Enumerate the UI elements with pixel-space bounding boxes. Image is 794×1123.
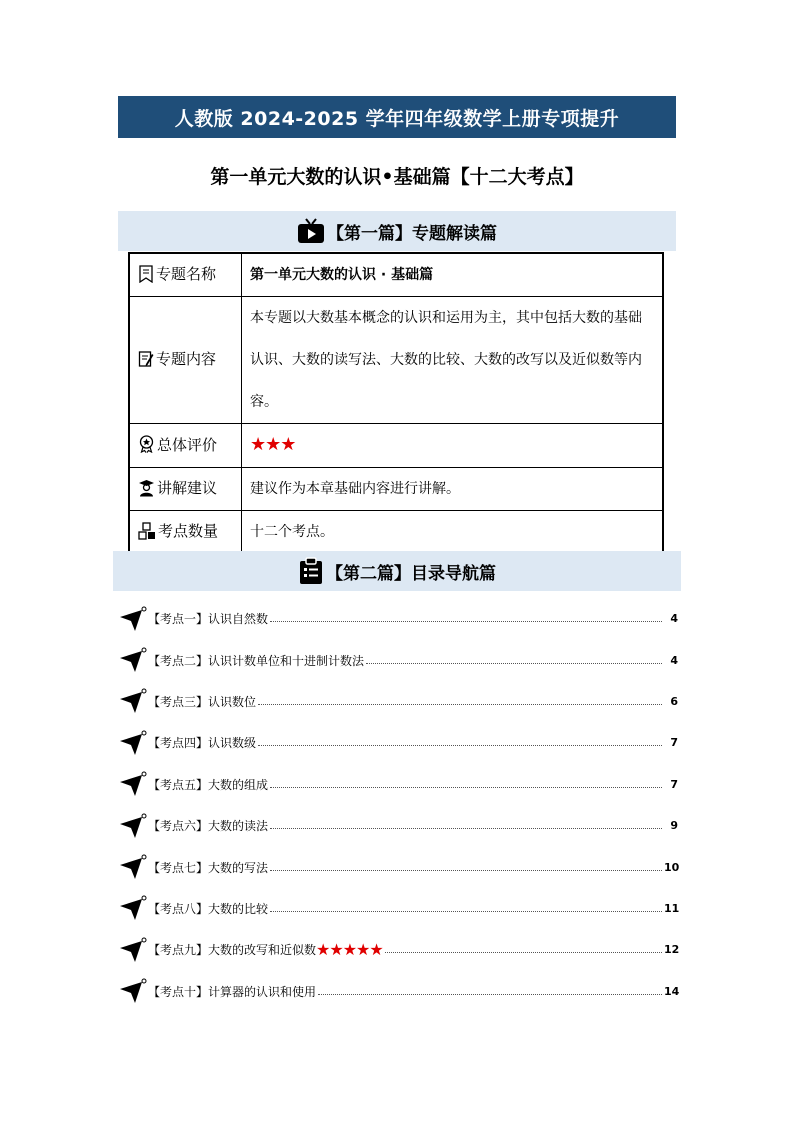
toc-leader: [385, 952, 662, 953]
navigation-arrow-icon: [118, 813, 148, 839]
toc-item[interactable]: [118, 971, 678, 1012]
row-value: 十二个考点。: [242, 511, 664, 555]
section-title-2: 【第二篇】目录导航篇: [326, 563, 496, 584]
table-of-contents: [118, 598, 678, 1012]
row-value: 第一单元大数的认识 · 基础篇: [242, 253, 664, 297]
toc-leader: [270, 787, 662, 788]
toc-page: 10: [664, 860, 680, 874]
row-value: [242, 424, 664, 468]
toc-stars: ★★★★★: [316, 940, 383, 960]
toc-item[interactable]: [118, 764, 678, 805]
toc-item[interactable]: [118, 598, 678, 639]
table-row: [129, 468, 663, 511]
toc-title: 【考点一】认识自然数: [148, 612, 269, 627]
navigation-arrow-icon: [118, 606, 148, 632]
toc-title: 【考点二】认识计数单位和十进制计数法: [148, 653, 365, 668]
tv-icon: [297, 218, 325, 244]
topic-info-table: [128, 252, 664, 555]
rating-stars: ★★★: [250, 434, 296, 455]
toc-leader: [318, 994, 662, 995]
toc-leader: [270, 911, 662, 912]
toc-title: 【考点五】大数的组成: [148, 777, 269, 792]
toc-title: 【考点九】大数的改写和近似数: [148, 943, 317, 958]
row-label: 专题内容: [129, 297, 242, 424]
blocks-icon: [138, 522, 156, 540]
toc-leader: [258, 745, 662, 746]
award-icon: [138, 435, 155, 453]
toc-item[interactable]: [118, 846, 678, 887]
section-title-1: 【第一篇】专题解读篇: [327, 223, 497, 244]
toc-item[interactable]: [118, 639, 678, 680]
toc-page: 9: [670, 819, 678, 833]
toc-page: 4: [670, 612, 678, 626]
toc-title: 【考点七】大数的写法: [148, 860, 269, 875]
toc-page: 11: [664, 901, 680, 915]
table-row: [129, 511, 663, 555]
navigation-arrow-icon: [118, 647, 148, 673]
table-row: [129, 253, 663, 297]
toc-item[interactable]: [118, 681, 678, 722]
row-label: 总体评价: [129, 424, 242, 468]
toc-leader: [270, 870, 662, 871]
toc-page: 7: [670, 777, 678, 791]
toc-title: 【考点八】大数的比较: [148, 901, 269, 916]
toc-item[interactable]: [118, 929, 678, 970]
section-header-1: [118, 211, 676, 251]
toc-leader: [258, 704, 662, 705]
section-header-2: [113, 551, 681, 591]
navigation-arrow-icon: [118, 688, 148, 714]
navigation-arrow-icon: [118, 854, 148, 880]
navigation-arrow-icon: [118, 730, 148, 756]
toc-title: 【考点三】认识数位: [148, 694, 257, 709]
toc-title: 【考点六】大数的读法: [148, 819, 269, 834]
document-banner: [118, 96, 676, 138]
edit-icon: [138, 350, 154, 368]
toc-title: 【考点四】认识数级: [148, 736, 257, 751]
bookmark-icon: [138, 265, 154, 283]
toc-page: 14: [664, 984, 680, 998]
teacher-icon: [138, 479, 155, 497]
toc-item[interactable]: [118, 722, 678, 763]
navigation-arrow-icon: [118, 937, 148, 963]
table-row: [129, 297, 663, 424]
toc-leader: [270, 621, 662, 622]
row-value: 建议作为本章基础内容进行讲解。: [242, 468, 664, 511]
toc-leader: [366, 663, 662, 664]
toc-title: 【考点十】计算器的认识和使用: [148, 984, 317, 999]
document-subtitle: 第一单元大数的认识•基础篇【十二大考点】: [210, 166, 584, 188]
navigation-arrow-icon: [118, 895, 148, 921]
toc-page: 12: [664, 943, 680, 957]
toc-page: 6: [670, 694, 678, 708]
navigation-arrow-icon: [118, 771, 148, 797]
toc-page: 7: [670, 736, 678, 750]
row-label: 专题名称: [129, 253, 242, 297]
table-row: [129, 424, 663, 468]
toc-leader: [270, 828, 662, 829]
banner-title: 人教版 2024-2025 学年四年级数学上册专项提升: [174, 107, 620, 130]
clipboard-list-icon: [298, 557, 324, 585]
row-value: 本专题以大数基本概念的认识和运用为主，其中包括大数的基础认识、大数的读写法、大数的比较、大数的改写以及近似数等内容。: [242, 297, 664, 424]
row-label: 考点数量: [129, 511, 242, 555]
toc-page: 4: [670, 653, 678, 667]
navigation-arrow-icon: [118, 978, 148, 1004]
toc-item[interactable]: [118, 805, 678, 846]
toc-item[interactable]: [118, 888, 678, 929]
row-label: 讲解建议: [129, 468, 242, 511]
